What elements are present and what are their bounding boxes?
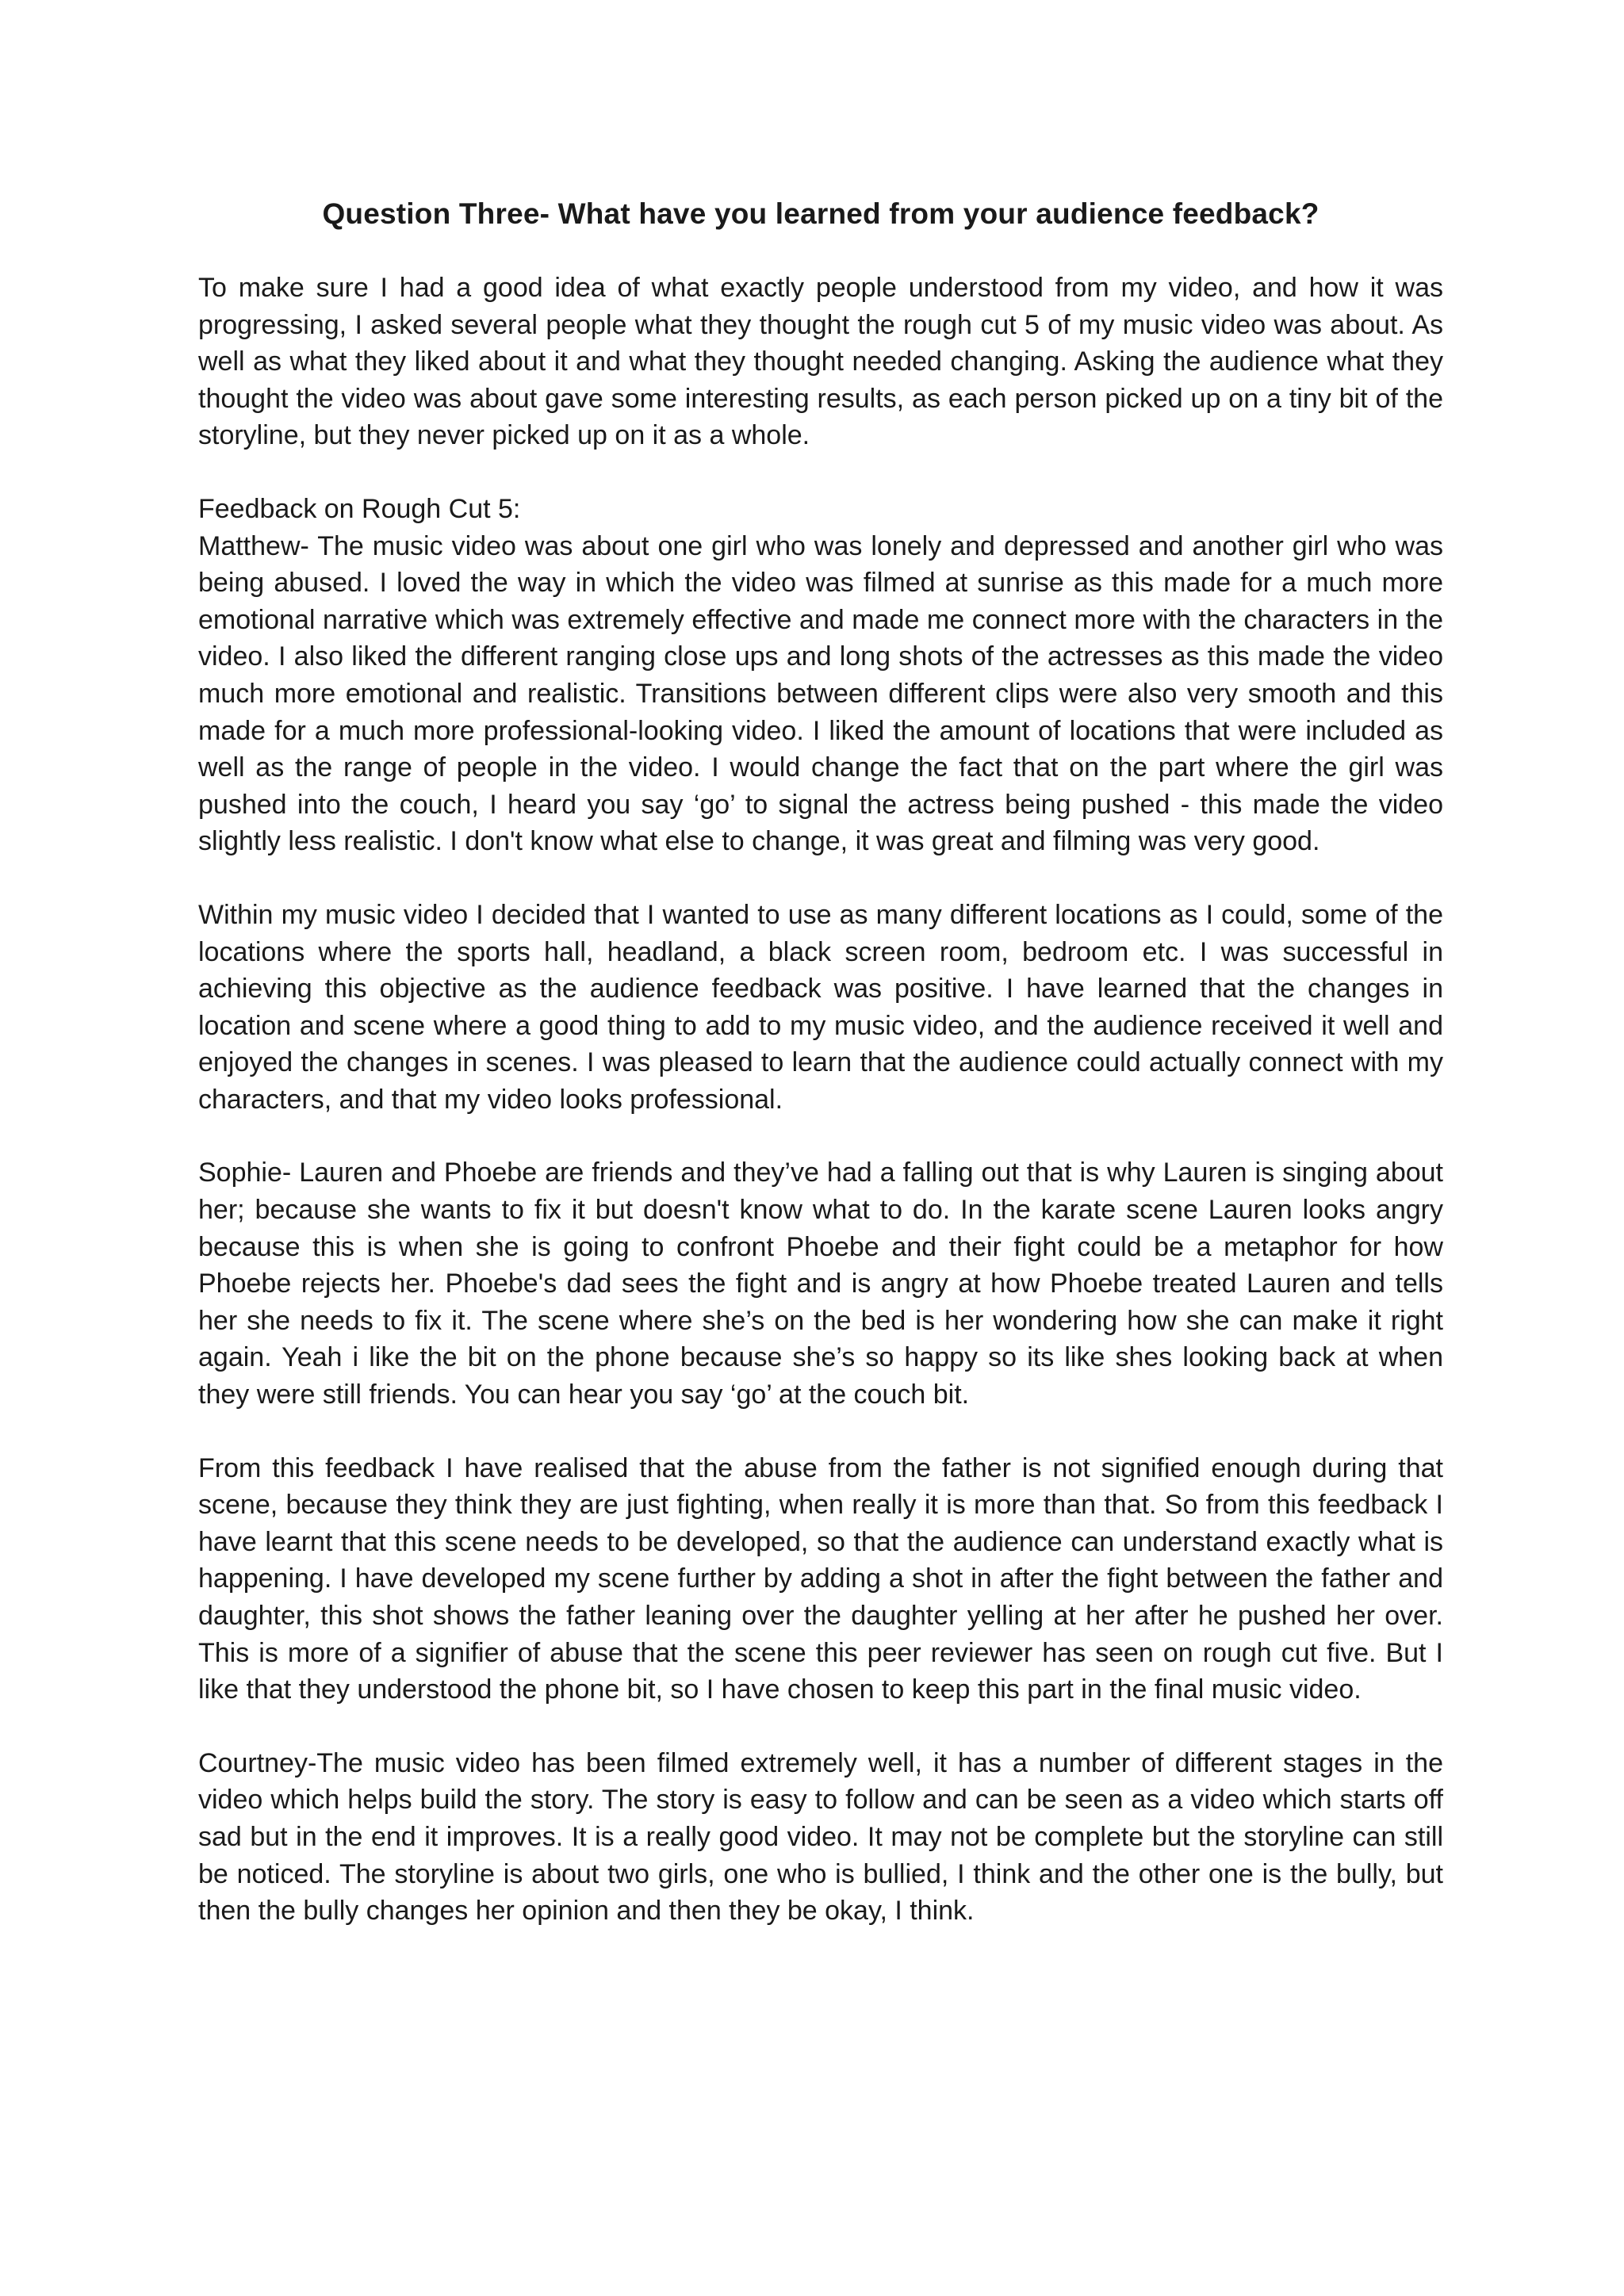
sophie-feedback-paragraph: Sophie- Lauren and Phoebe are friends and they’ve had a falling out that is why Lauren is singing about her; because she wants to fix it but doesn't know what to do. In the karate scene Lauren looks angry because this is when she is going to confront Phoebe and their fight could be a metaphor for how Phoebe rejects her. Phoebe's dad sees the fight and is angry at how Phoebe treated Lauren and tells her she needs to fix it. The scene where she’s on the bed is her wondering how she can make it right again. Yeah i like the bit on the phone because she’s so happy so its like shes looking back at when they were still friends. You can hear you say ‘go’ at the couch bit. <box>198 1158 1443 1410</box>
intro-paragraph: To make sure I had a good idea of what exactly people understood from my video, and how it was progressing, I asked several people what they thought the rough cut 5 of my music video was about. As well as what they liked about it and what they thought needed changing. Asking the audience what they thought the video was about gave some interesting results, as each person picked up on a tiny bit of the storyline, but they never picked up on it as a whole. <box>198 273 1443 451</box>
courtney-feedback-paragraph: Courtney-The music video has been filmed extremely well, it has a number of different stages in the video which helps build the story. The story is easy to follow and can be seen as a video which starts off sad but in the end it improves. It is a really good video. It may not be complete but the storyline can still be noticed. The storyline is about two girls, one who is bullied, I think and the other one is the bully, but then the bully changes her opinion and then they be okay, I think. <box>198 1747 1443 1927</box>
feedback-label: Feedback on Rough Cut 5: <box>198 493 521 524</box>
abuse-reflection-paragraph: From this feedback I have realised that the abuse from the father is not signified enough during that scene, because they think they are just fighting, when really it is more than that. So from this feedback I have learnt that this scene needs to be developed, so that the audience can understand exactly what is happening. I have developed my scene further by adding a shot in after the fight between the father and daughter, this shot shows the father leaning over the daughter yelling at her after he pushed her over. This is more of a signifier of abuse that the scene this peer reviewer has seen on rough cut five. But I like that they understood the phone bit, so I have chosen to keep this part in the final music video. <box>198 1452 1443 1705</box>
page-title: Question Three- What have you learned from your audience feedback? <box>322 197 1320 230</box>
locations-paragraph: Within my music video I decided that I wanted to use as many different locations as I could, some of the locations where the sports hall, headland, a black screen room, bedroom etc. I was successful in achieving this objective as the audience feedback was positive. I have learned that the changes in location and scene where a good thing to add to my music video, and the audience received it well and enjoyed the changes in scenes. I was pleased to learn that the audience could actually connect with my characters, and that my video looks professional. <box>198 899 1443 1115</box>
matthew-feedback-paragraph: Matthew- The music video was about one girl who was lonely and depressed and another girl who was being abused. I loved the way in which the video was filmed at sunrise as this made for a much more emotional narrative which was extremely effective and made me connect more with the characters in the video. I also liked the different ranging close ups and long shots of the actresses as this made the video much more emotional and realistic. Transitions between different clips were also very smooth and this made for a much more professional-looking video. I liked the amount of locations that were included as well as the range of people in the video. I would change the fact that on the part where the girl was pushed into the couch, I heard you say ‘go’ to signal the actress being pushed - this made the video slightly less realistic. I don't know what else to change, it was great and filming was very good. <box>198 530 1443 857</box>
document-page <box>198 195 1443 1966</box>
